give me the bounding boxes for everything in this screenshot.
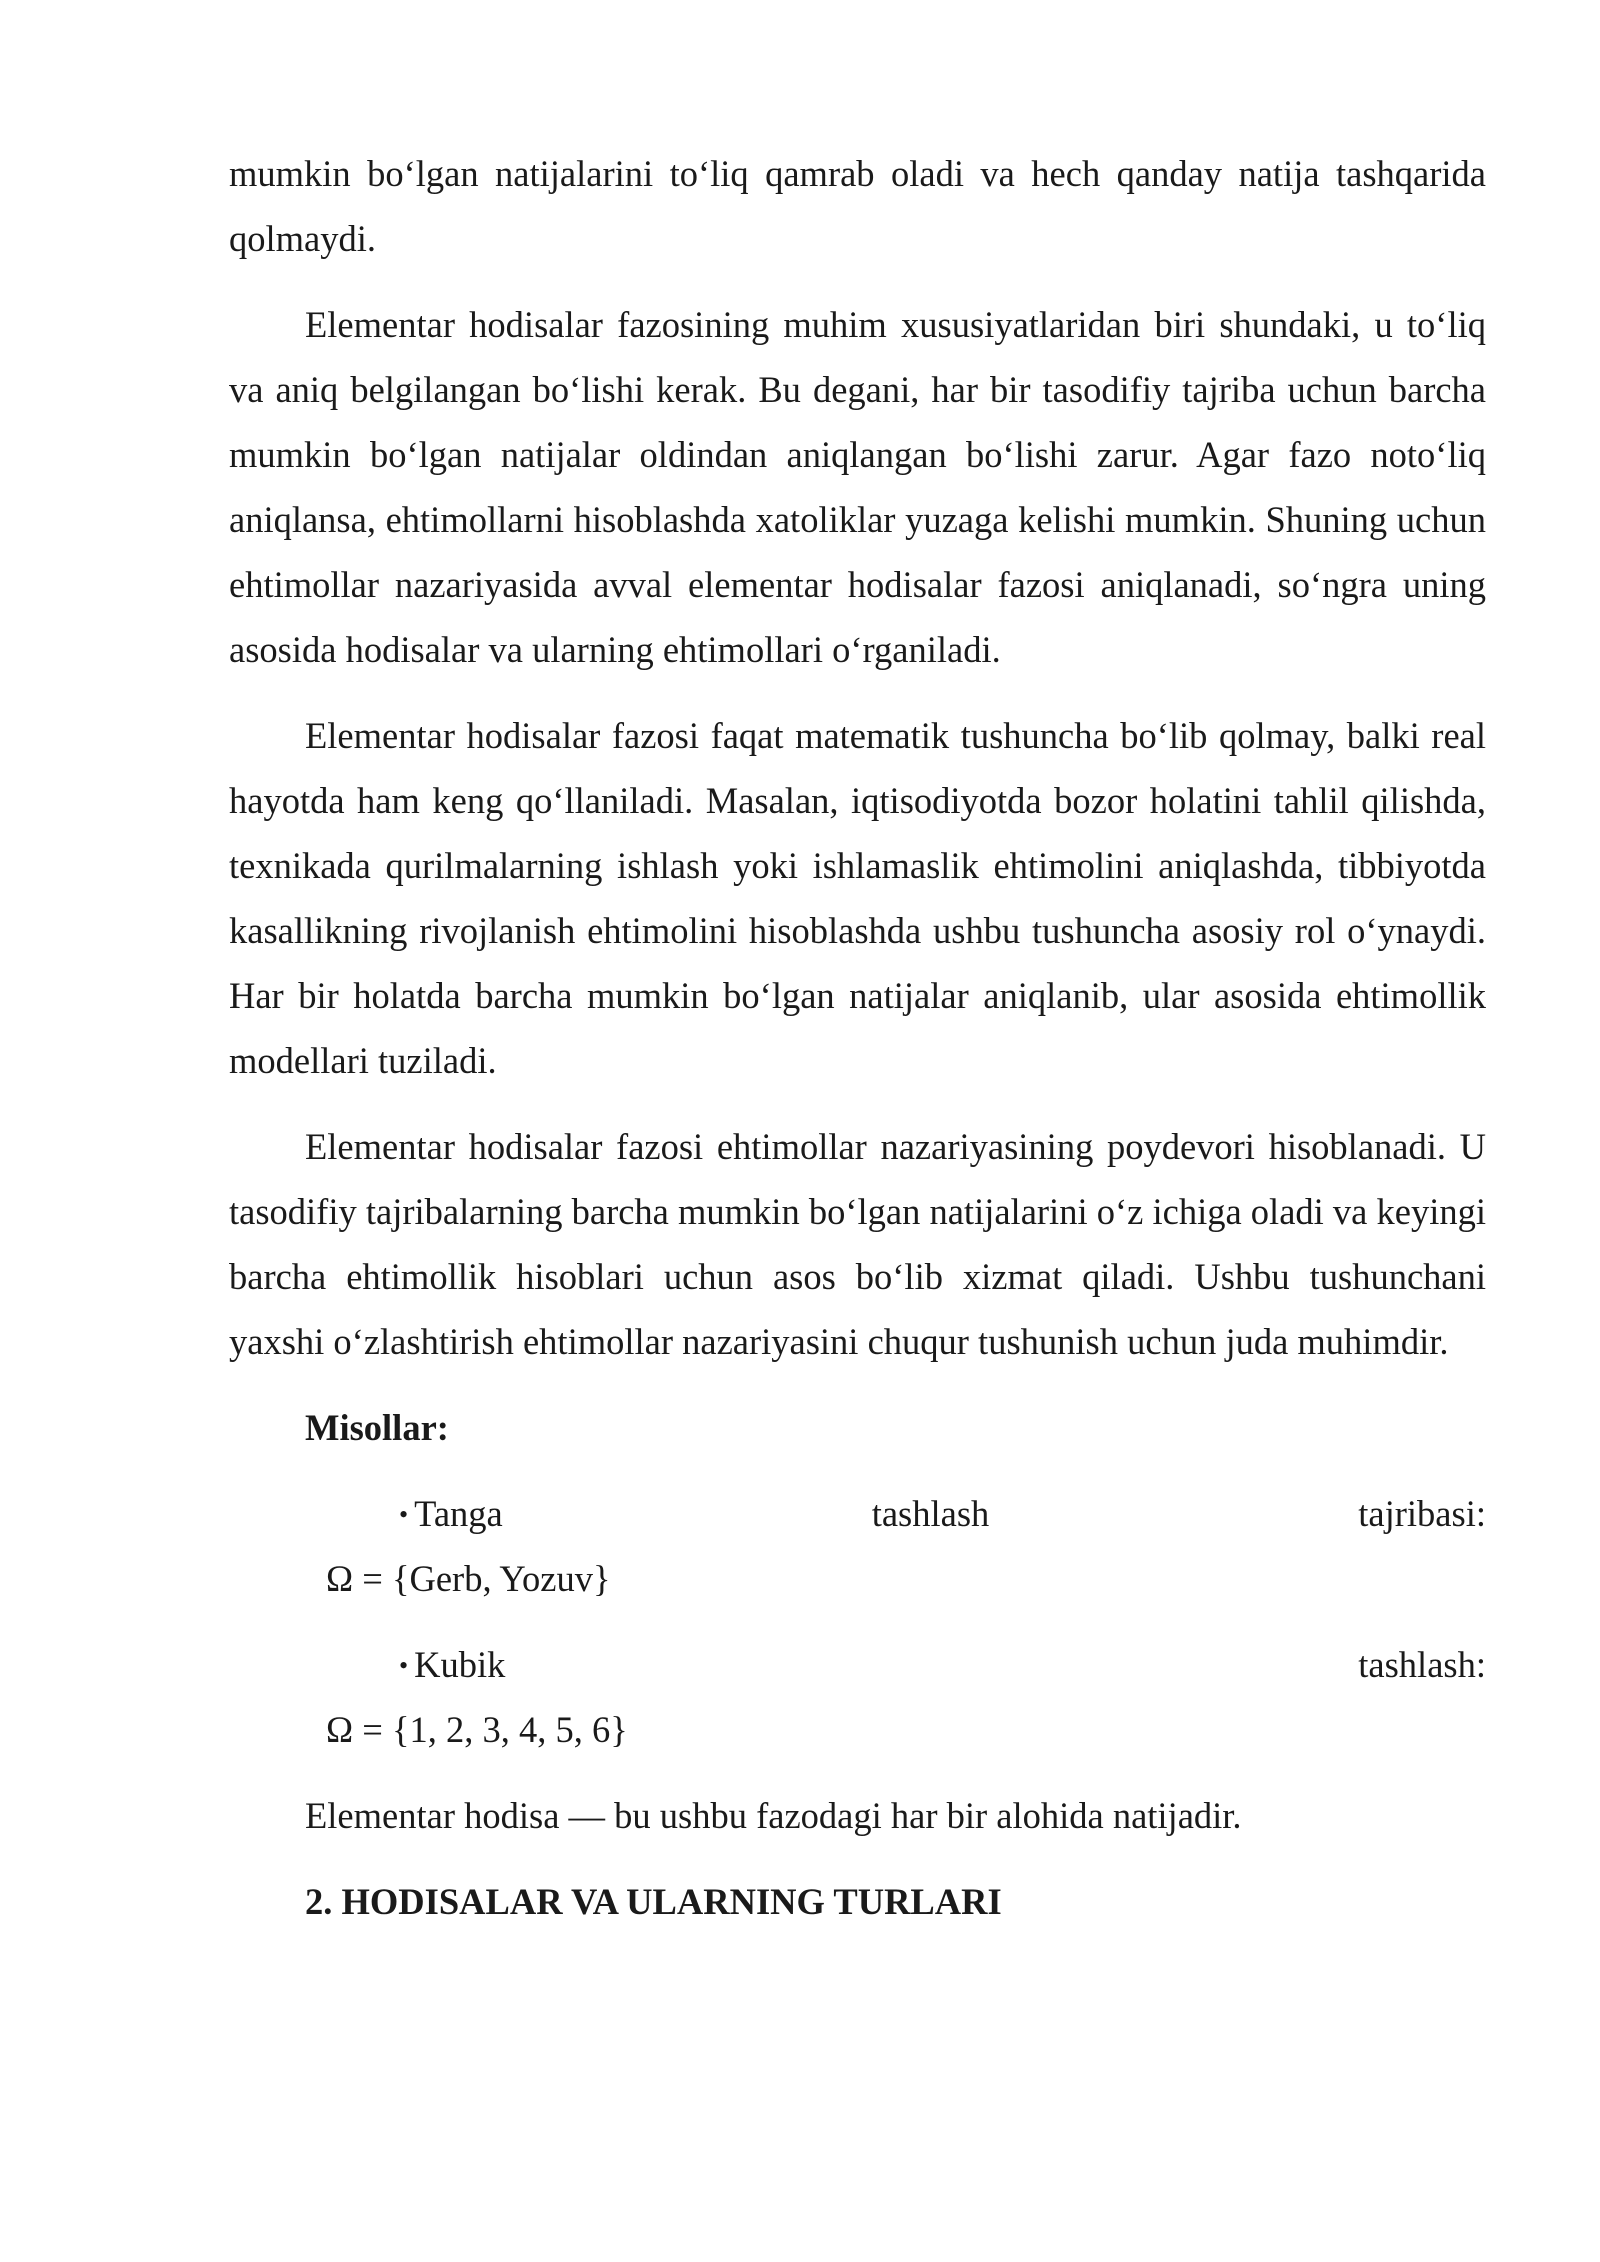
- paragraph-summary: Elementar hodisalar fazosi ehtimollar nazariyasining poydevori hisoblanadi. U tasodifiy tajribalarning barcha mumkin boʻlgan natijalarini oʻz ichiga oladi va keyingi barcha ehtimollik hisoblari uchun asos boʻlib xizmat qiladi. Ushbu tushunchani yaxshi oʻzlashtirish ehtimollar nazariyasini chuqur tushunish uchun juda muhimdir.: [229, 1126, 1486, 1362]
- example-die: [229, 1632, 1486, 1762]
- example-die-line: [229, 1632, 1486, 1697]
- bullet-icon: •: [399, 1651, 409, 1680]
- example-die-first-word: • Kubik: [399, 1644, 506, 1685]
- example-coin-second-word: tashlash: [871, 1493, 990, 1534]
- example-die-second-word: tashlash:: [1358, 1644, 1486, 1685]
- examples-heading: Misollar:: [305, 1407, 449, 1448]
- paragraph-properties: Elementar hodisalar fazosining muhim xususiyatlaridan biri shundaki, u toʻliq va aniq belgilangan boʻlishi kerak. Bu degani, har bir tasodifiy tajriba uchun barcha mumkin boʻlgan natijalar oldindan aniqlangan boʻlishi zarur. Agar fazo notoʻliq aniqlansa, ehtimollarni hisoblashda xatoliklar yuzaga kelishi mumkin. Shuning uchun ehtimollar nazariyasida avval elementar hodisalar fazosi aniqlanadi, soʻngra uning asosida hodisalar va ularning ehtimollari oʻrganiladi.: [229, 304, 1486, 670]
- example-die-formula: Ω = {1, 2, 3, 4, 5, 6}: [326, 1709, 628, 1750]
- page-content: [229, 141, 1486, 1934]
- example-coin: [229, 1481, 1486, 1611]
- section-heading: 2. HODISALAR VA ULARNING TURLARI: [305, 1881, 1002, 1922]
- paragraph-applications: Elementar hodisalar fazosi faqat matematik tushuncha boʻlib qolmay, balki real hayotda ham keng qoʻllaniladi. Masalan, iqtisodiyotda bozor holatini tahlil qilishda, texnikada qurilmalarning ishlash yoki ishlamaslik ehtimolini aniqlashda, tibbiyotda kasallikning rivojlanish ehtimolini hisoblashda ushbu tushuncha asosiy rol oʻynaydi. Har bir holatda barcha mumkin boʻlgan natijalar aniqlanib, ular asosida ehtimollik modellari tuziladi.: [229, 715, 1486, 1081]
- example-coin-formula: Ω = {Gerb, Yozuv}: [326, 1558, 611, 1599]
- example-coin-line: [229, 1481, 1486, 1546]
- bullet-icon: •: [399, 1500, 409, 1529]
- example-coin-third-word: tajribasi:: [1358, 1493, 1486, 1534]
- definition-line: Elementar hodisa — bu ushbu fazodagi har bir alohida natijadir.: [305, 1795, 1242, 1836]
- paragraph-continuation: mumkin boʻlgan natijalarini toʻliq qamrab oladi va hech qanday natija tashqarida qolmaydi.: [229, 153, 1486, 259]
- example-coin-first-word: • Tanga: [399, 1493, 503, 1534]
